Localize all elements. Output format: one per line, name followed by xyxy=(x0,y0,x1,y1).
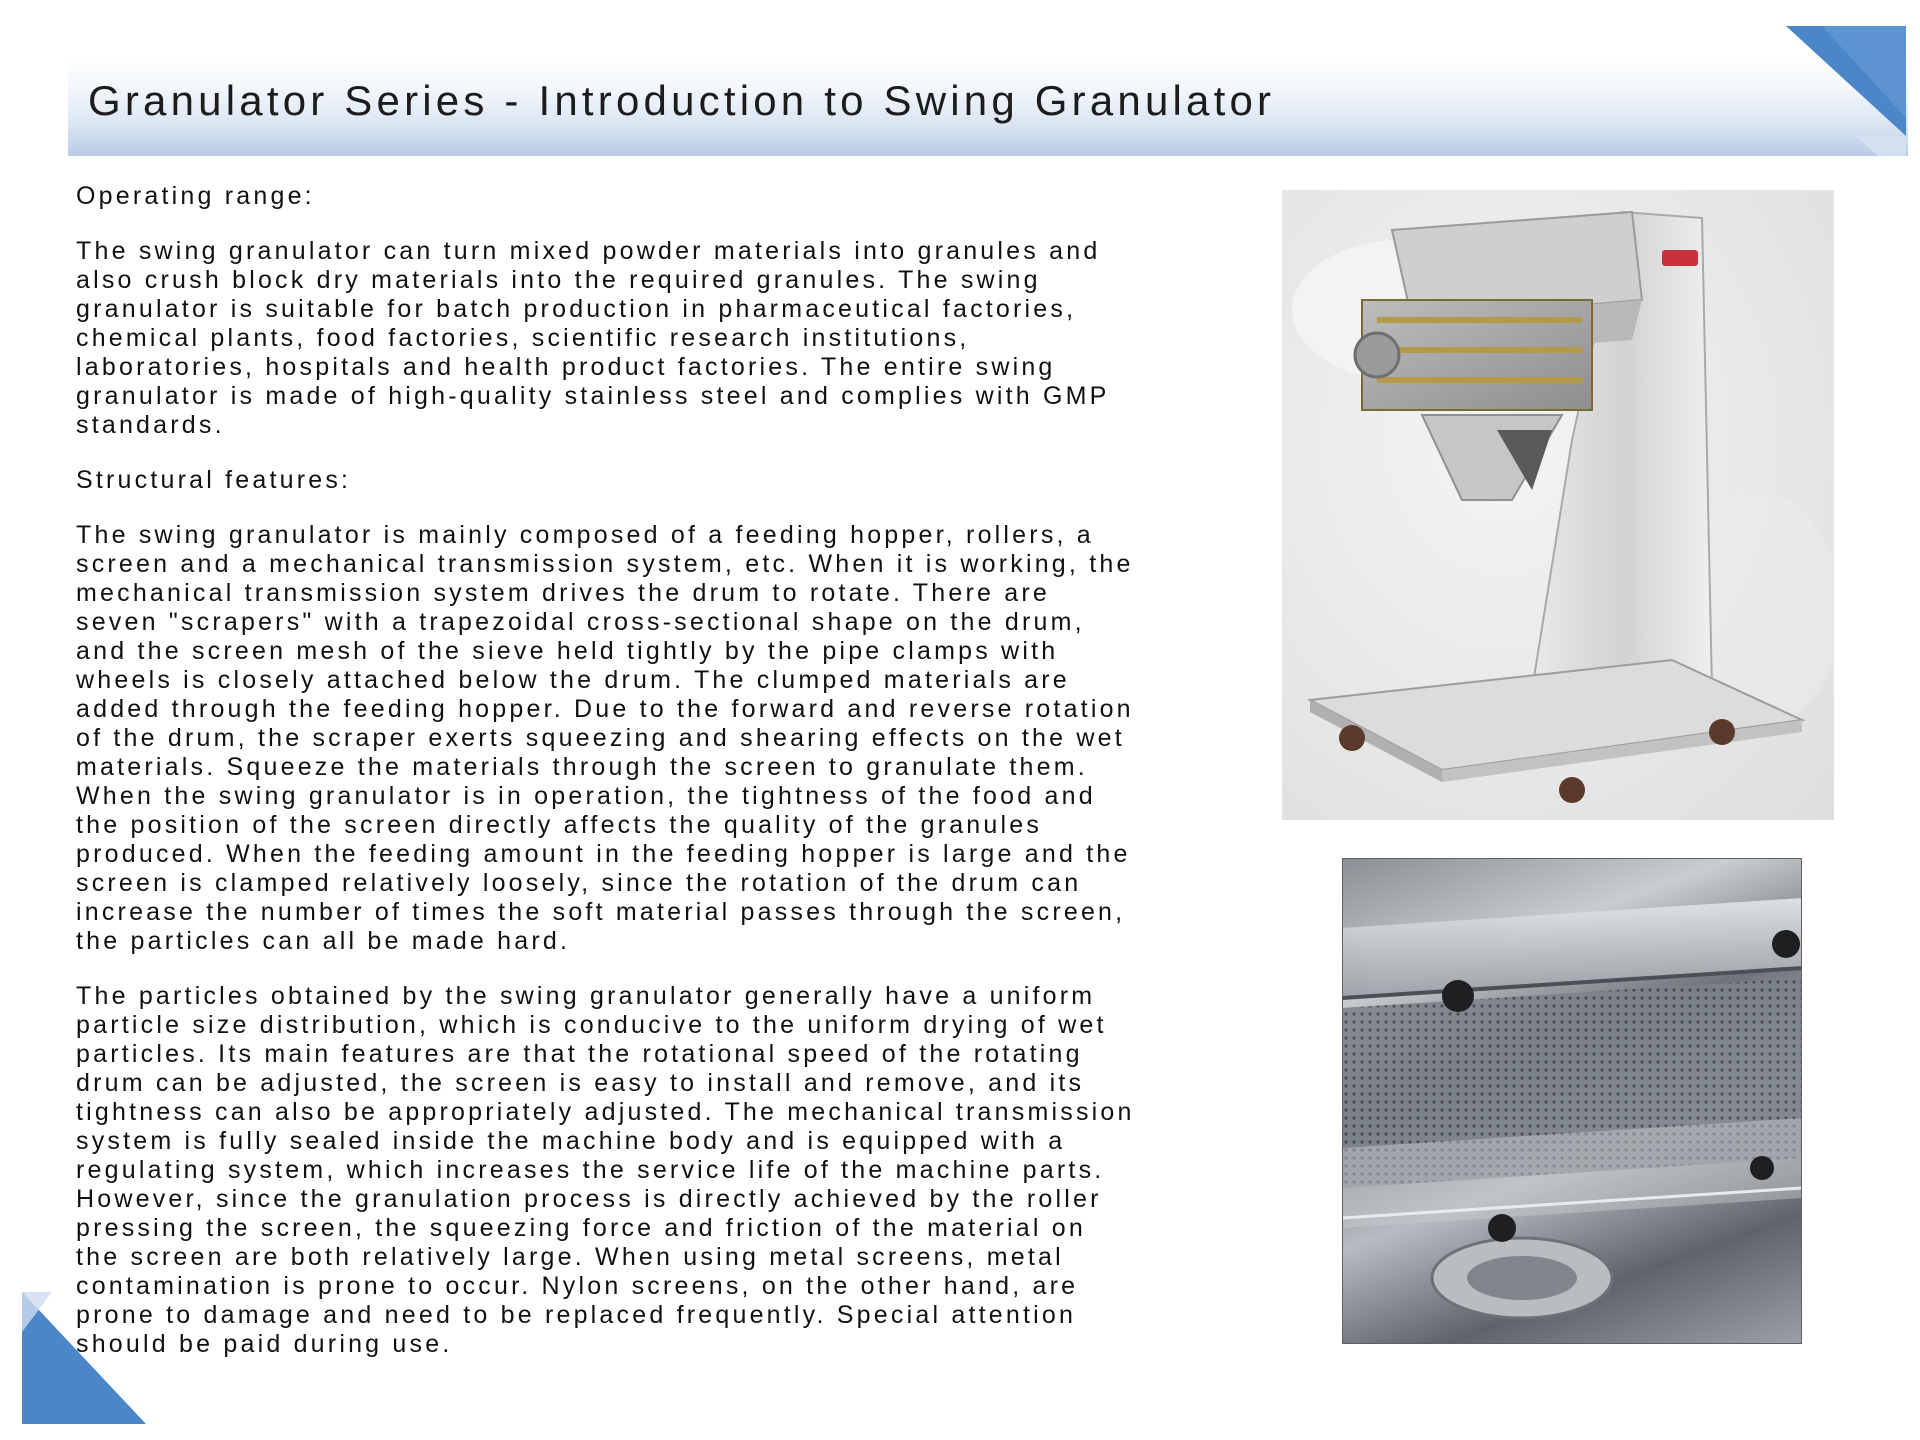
paragraph-line: regulating system, which increases the service life of the machine parts. xyxy=(76,1156,1105,1184)
operating-range-heading: Operating range: xyxy=(76,182,315,210)
paragraph-line: mechanical transmission system drives the drum to rotate. There are xyxy=(76,579,1050,607)
paragraph-line: laboratories, hospitals and health product factories. The entire swing xyxy=(76,353,1056,381)
paragraph-line: screen and a mechanical transmission system, etc. When it is working, the xyxy=(76,550,1134,578)
machine-photo xyxy=(1282,190,1834,820)
paragraph-line: also crush block dry materials into the required granules. The swing xyxy=(76,266,1041,294)
screen-closeup-photo xyxy=(1342,858,1802,1344)
paragraph-line: The particles obtained by the swing granulator generally have a uniform xyxy=(76,982,1096,1010)
paragraph-line: wheels is closely attached below the drum. The clumped materials are xyxy=(76,666,1070,694)
paragraph-line: materials. Squeeze the materials through the screen to granulate them. xyxy=(76,753,1088,781)
paragraph-line: and the screen mesh of the sieve held tightly by the pipe clamps with xyxy=(76,637,1059,665)
paragraph-line: the particles can all be made hard. xyxy=(76,927,571,955)
paragraph-line: should be paid during use. xyxy=(76,1330,453,1358)
title-banner xyxy=(68,56,1908,156)
paragraph-line: granulator is suitable for batch production in pharmaceutical factories, xyxy=(76,295,1077,323)
paragraph-line: When the swing granulator is in operation, the tightness of the food and xyxy=(76,782,1096,810)
granulator-screen-icon xyxy=(1342,858,1802,1344)
paragraph-line: drum can be adjusted, the screen is easy to install and remove, and its xyxy=(76,1069,1085,1097)
paragraph-line: seven "scrapers" with a trapezoidal cross-sectional shape on the drum, xyxy=(76,608,1085,636)
paragraph-line: the screen are both relatively large. When using metal screens, metal xyxy=(76,1243,1064,1271)
paragraph-line: The swing granulator can turn mixed powder materials into granules and xyxy=(76,237,1101,265)
paragraph-line: contamination is prone to occur. Nylon screens, on the other hand, are xyxy=(76,1272,1079,1300)
paragraph-line: tightness can also be appropriately adjusted. The mechanical transmission xyxy=(76,1098,1135,1126)
paragraph-line: pressing the screen, the squeezing force and friction of the material on xyxy=(76,1214,1087,1242)
granulator-machine-icon xyxy=(1282,190,1834,820)
paragraph-line: standards. xyxy=(76,411,225,439)
paragraph-line: The swing granulator is mainly composed of a feeding hopper, rollers, a xyxy=(76,521,1094,549)
paragraph-line: increase the number of times the soft material passes through the screen, xyxy=(76,898,1126,926)
paragraph-line: of the drum, the scraper exerts squeezing and shearing effects on the wet xyxy=(76,724,1125,752)
paragraph-line: particles. Its main features are that the rotational speed of the rotating xyxy=(76,1040,1083,1068)
paragraph-line: produced. When the feeding amount in the feeding hopper is large and the xyxy=(76,840,1131,868)
structural-features-paragraph xyxy=(76,521,1276,956)
paragraph-line: screen is clamped relatively loosely, since the rotation of the drum can xyxy=(76,869,1082,897)
paragraph-line: chemical plants, food factories, scientific research institutions, xyxy=(76,324,970,352)
paragraph-line: particle size distribution, which is conducive to the uniform drying of wet xyxy=(76,1011,1107,1039)
paragraph-line: However, since the granulation process is directly achieved by the roller xyxy=(76,1185,1102,1213)
paragraph-line: granulator is made of high-quality stainless steel and complies with GMP xyxy=(76,382,1110,410)
paragraph-line: added through the feeding hopper. Due to the forward and reverse rotation xyxy=(76,695,1134,723)
paragraph-line: the position of the screen directly affects the quality of the granules xyxy=(76,811,1043,839)
page-title: Granulator Series - Introduction to Swing Granulator xyxy=(88,77,1276,124)
text-column xyxy=(76,182,1276,1385)
structural-features-heading: Structural features: xyxy=(76,466,352,494)
particles-paragraph xyxy=(76,982,1276,1359)
paragraph-line: prone to damage and need to be replaced frequently. Special attention xyxy=(76,1301,1077,1329)
corner-decoration-top-right xyxy=(1786,26,1906,156)
paragraph-line: system is fully sealed inside the machine body and is equipped with a xyxy=(76,1127,1066,1155)
operating-range-paragraph xyxy=(76,237,1276,440)
